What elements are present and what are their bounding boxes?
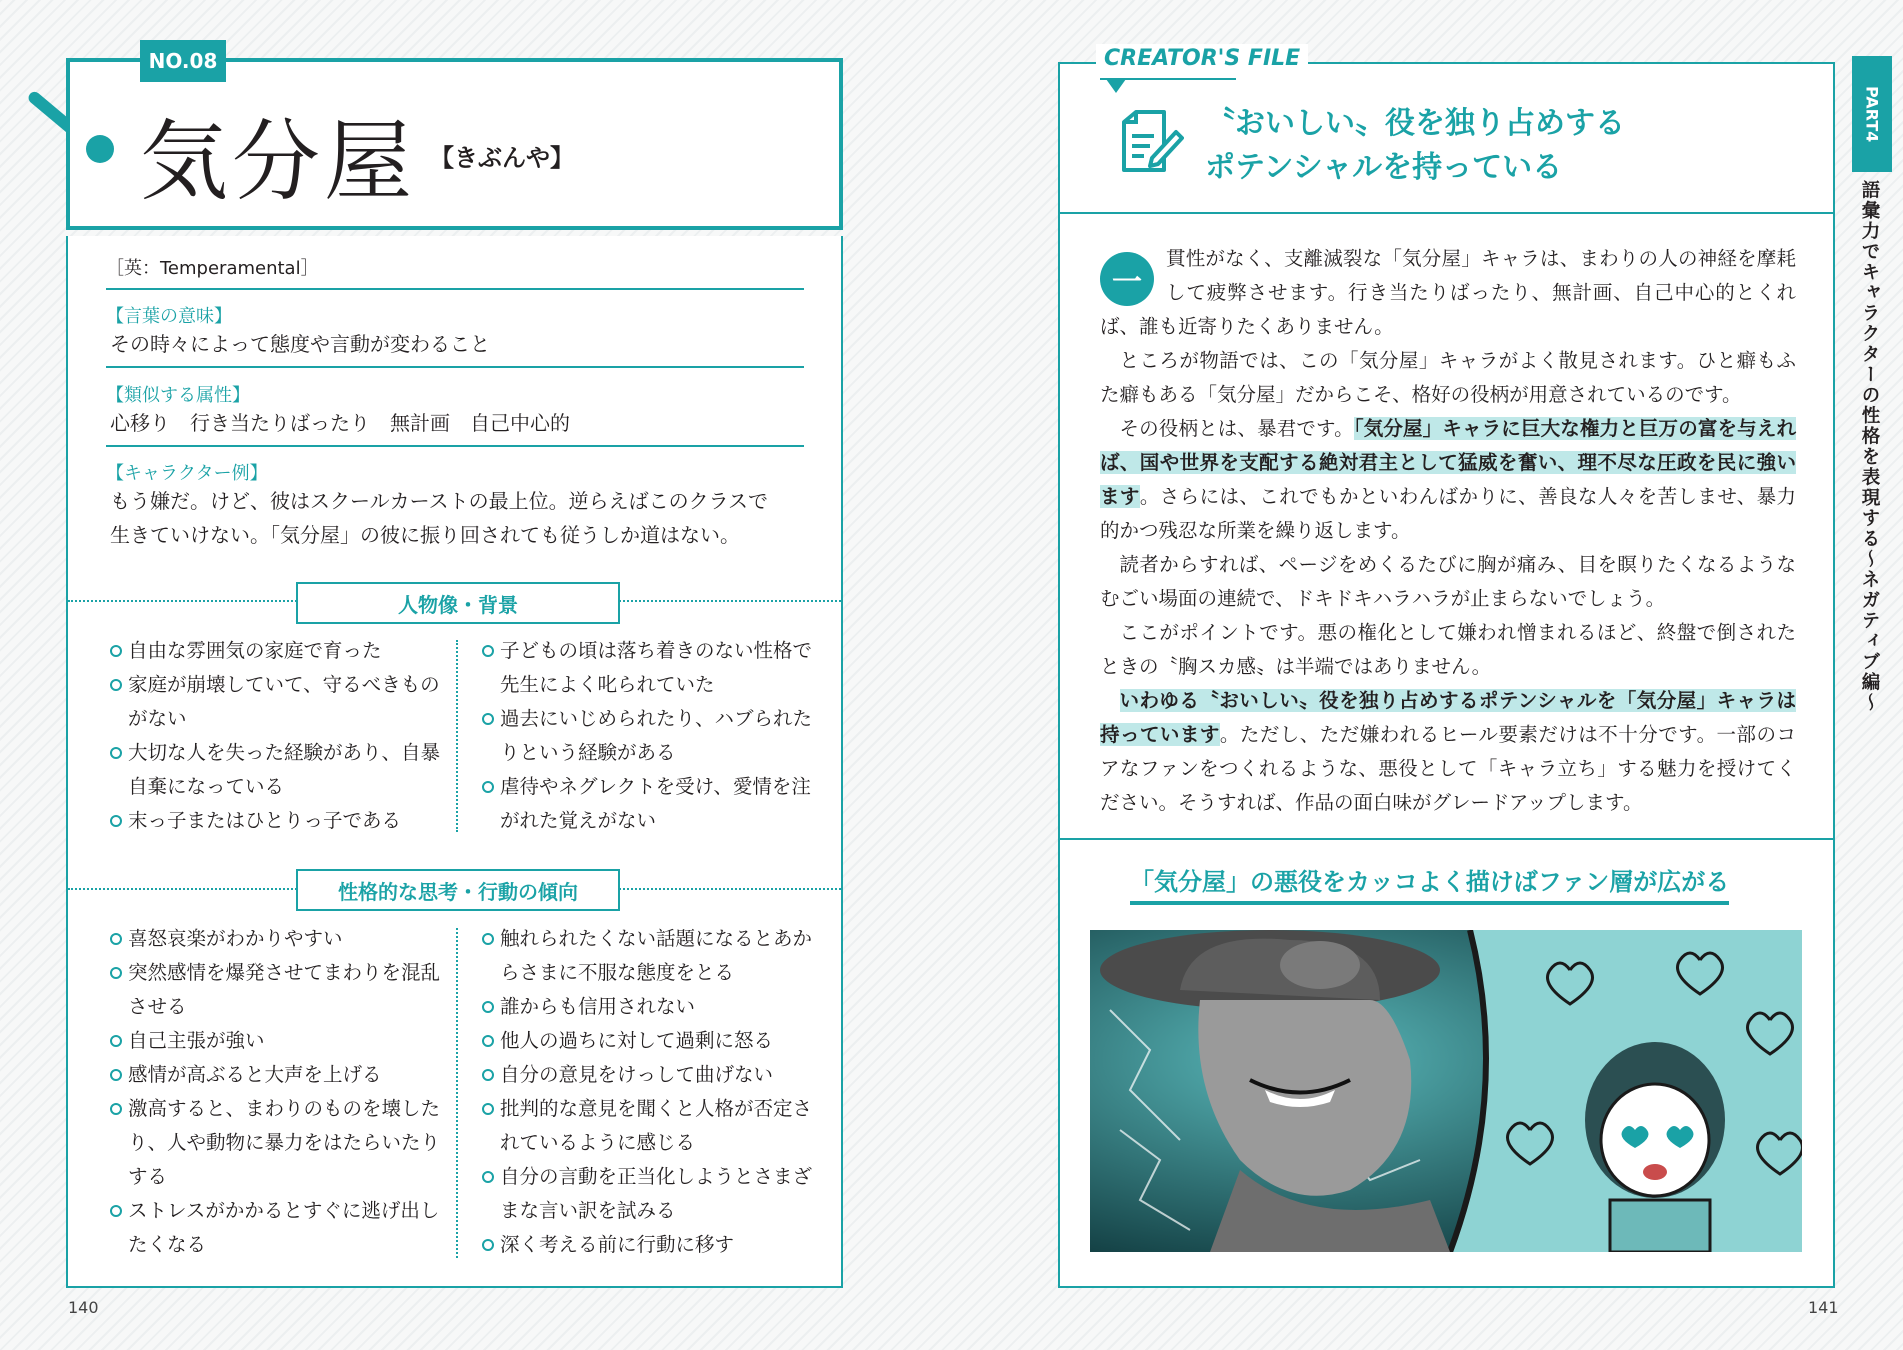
list-item: 自由な雰囲気の家庭で育った (108, 634, 448, 668)
list-item: 感情が高ぶると大声を上げる (108, 1058, 448, 1092)
illustration-caption: 「気分屋」の悪役をカッコよく描けばファン層が広がる (1130, 862, 1729, 905)
list-item: 過去にいじめられたり、ハブられたりという経験がある (480, 702, 820, 770)
list-item: 激高すると、まわりのものを壊したり、人や動物に暴力をはたらいたりする (108, 1092, 448, 1194)
chapter-side-title: 語彙力でキャラクターの性格を表現する〜ネガティブ編〜 (1859, 180, 1880, 713)
column-divider (456, 928, 458, 1258)
list-item: 批判的な意見を聞くと人格が否定されているように感じる (480, 1092, 820, 1160)
list-item: 突然感情を爆発させてまわりを混乱させる (108, 956, 448, 1024)
meaning-label: 【言葉の意味】 (106, 306, 232, 327)
creators-file-label: CREATOR'S FILE (1096, 44, 1308, 73)
list-item: 自分の意見をけっして曲げない (480, 1058, 820, 1092)
divider (1060, 212, 1833, 214)
background-section-header: 人物像・背景 (296, 582, 620, 624)
list-item: 家庭が崩壊していて、守るべきものがない (108, 668, 448, 736)
tendency-list-left (108, 922, 448, 1262)
example-label: 【キャラクター例】 (106, 463, 268, 484)
paragraph-1: 貫性がなく、支離滅裂な「気分屋」キャラは、まわりの人の神経を摩耗して疲弊させます。行き当たりばったり、無計画、自己中心的とくれば、誰も近寄りたくありません。 (1100, 247, 1796, 338)
article-body (1100, 242, 1796, 820)
document-edit-icon (1118, 108, 1184, 178)
paragraph-4: 読者からすれば、ページをめくるたびに胸が痛み、目を瞑りたくなるようなむごい場面の連続で、ドキドキハラハラが止まらないでしょう。 (1100, 553, 1796, 610)
divider (106, 445, 804, 447)
example-line-1: もう嫌だ。けど、彼はスクールカーストの最上位。逆らえばこのクラスで (110, 489, 768, 513)
english-term: ［英：Temperamental］ (106, 258, 319, 279)
similar-text: 心移り 行き当たりばったり 無計画 自己中心的 (110, 411, 570, 435)
example-line-2: 生きていけない。「気分屋」の彼に振り回されても従うしか道はない。 (110, 523, 740, 547)
list-item: 自己主張が強い (108, 1024, 448, 1058)
list-item: 虐待やネグレクトを受け、愛情を注がれた覚えがない (480, 770, 820, 838)
list-item: 誰からも信用されない (480, 990, 820, 1024)
p6-tail: 。ただし、ただ嫌われるヒール要素だけは不十分です。一部のコアなファンをつくれるような、悪役として「キャラ立ち」する魅力を授けてください。そうすれば、作品の面白味がグレードアップします。 (1100, 723, 1796, 814)
dropcap-spacer (1100, 242, 1166, 302)
background-list-right (480, 634, 820, 838)
list-item: 大切な人を失った経験があり、自暴自棄になっている (108, 736, 448, 804)
paragraph-5: ここがポイントです。悪の権化として嫌われ憎まれるほど、終盤で倒されたときの〝胸スカ感〟は半端ではありません。 (1100, 621, 1796, 678)
list-item: ストレスがかかるとすぐに逃げ出したくなる (108, 1194, 448, 1262)
p3-highlight: 「気分屋」キャラに巨大な権力と巨万の富を与えれば、国や世界を支配する絶対君主として猛威を奮い、理不尽な圧政を民に強います (1100, 417, 1796, 508)
pin-dot-icon (86, 135, 114, 163)
divider (1060, 838, 1833, 840)
list-item: 子どもの頃は落ち着きのない性格で先生によく叱られていた (480, 634, 820, 702)
paragraph-3 (1100, 412, 1796, 548)
background-list-left (108, 634, 448, 838)
headline-line-1: 〝おいしい〟役を独り占めする (1205, 106, 1625, 141)
list-item: 末っ子またはひとりっ子である (108, 804, 448, 838)
speech-tail-icon (1106, 79, 1126, 93)
page-number-left: 140 (68, 1298, 99, 1317)
tendency-section-header: 性格的な思考・行動の傾向 (296, 869, 620, 911)
entry-title: 気分屋 (140, 110, 417, 213)
list-item: 深く考える前に行動に移す (480, 1228, 820, 1262)
entry-number: NO.08 (140, 40, 226, 82)
list-item: 他人の過ちに対して過剰に怒る (480, 1024, 820, 1058)
divider (106, 288, 804, 290)
list-item: 自分の言動を正当化しようとさまざまな言い訳を試みる (480, 1160, 820, 1228)
part-tab: PART4 (1852, 56, 1892, 172)
dropcap: 一 (1100, 252, 1154, 306)
headline-line-2: ポテンシャルを持っている (1205, 150, 1563, 185)
p3-lead: その役柄とは、暴君です。 (1119, 417, 1354, 440)
list-item: 触れられたくない話題になるとあからさまに不服な態度をとる (480, 922, 820, 990)
meaning-text: その時々によって態度や言動が変わること (110, 332, 490, 356)
tendency-list-right (480, 922, 820, 1262)
entry-reading: 【きぶんや】 (430, 144, 574, 172)
paragraph-2: ところが物語では、この「気分屋」キャラがよく散見されます。ひと癖もふた癖もある「気分屋」だからこそ、格好の役柄が用意されているのです。 (1100, 349, 1796, 406)
similar-label: 【類似する属性】 (106, 385, 250, 406)
p6-highlight: いわゆる〝おいしい〟役を独り占めするポテンシャルを「気分屋」キャラは持っています (1100, 689, 1796, 746)
divider (106, 366, 804, 368)
list-item: 喜怒哀楽がわかりやすい (108, 922, 448, 956)
headline (1205, 102, 1625, 190)
paragraph-6 (1100, 684, 1796, 820)
page-number-right: 141 (1808, 1298, 1839, 1317)
villain-and-fan-illustration (1090, 930, 1802, 1252)
p3-tail: 。さらには、これでもかといわんばかりに、善良な人々を苦しませ、暴力的かつ残忍な所業を繰り返します。 (1100, 485, 1796, 542)
column-divider (456, 640, 458, 832)
